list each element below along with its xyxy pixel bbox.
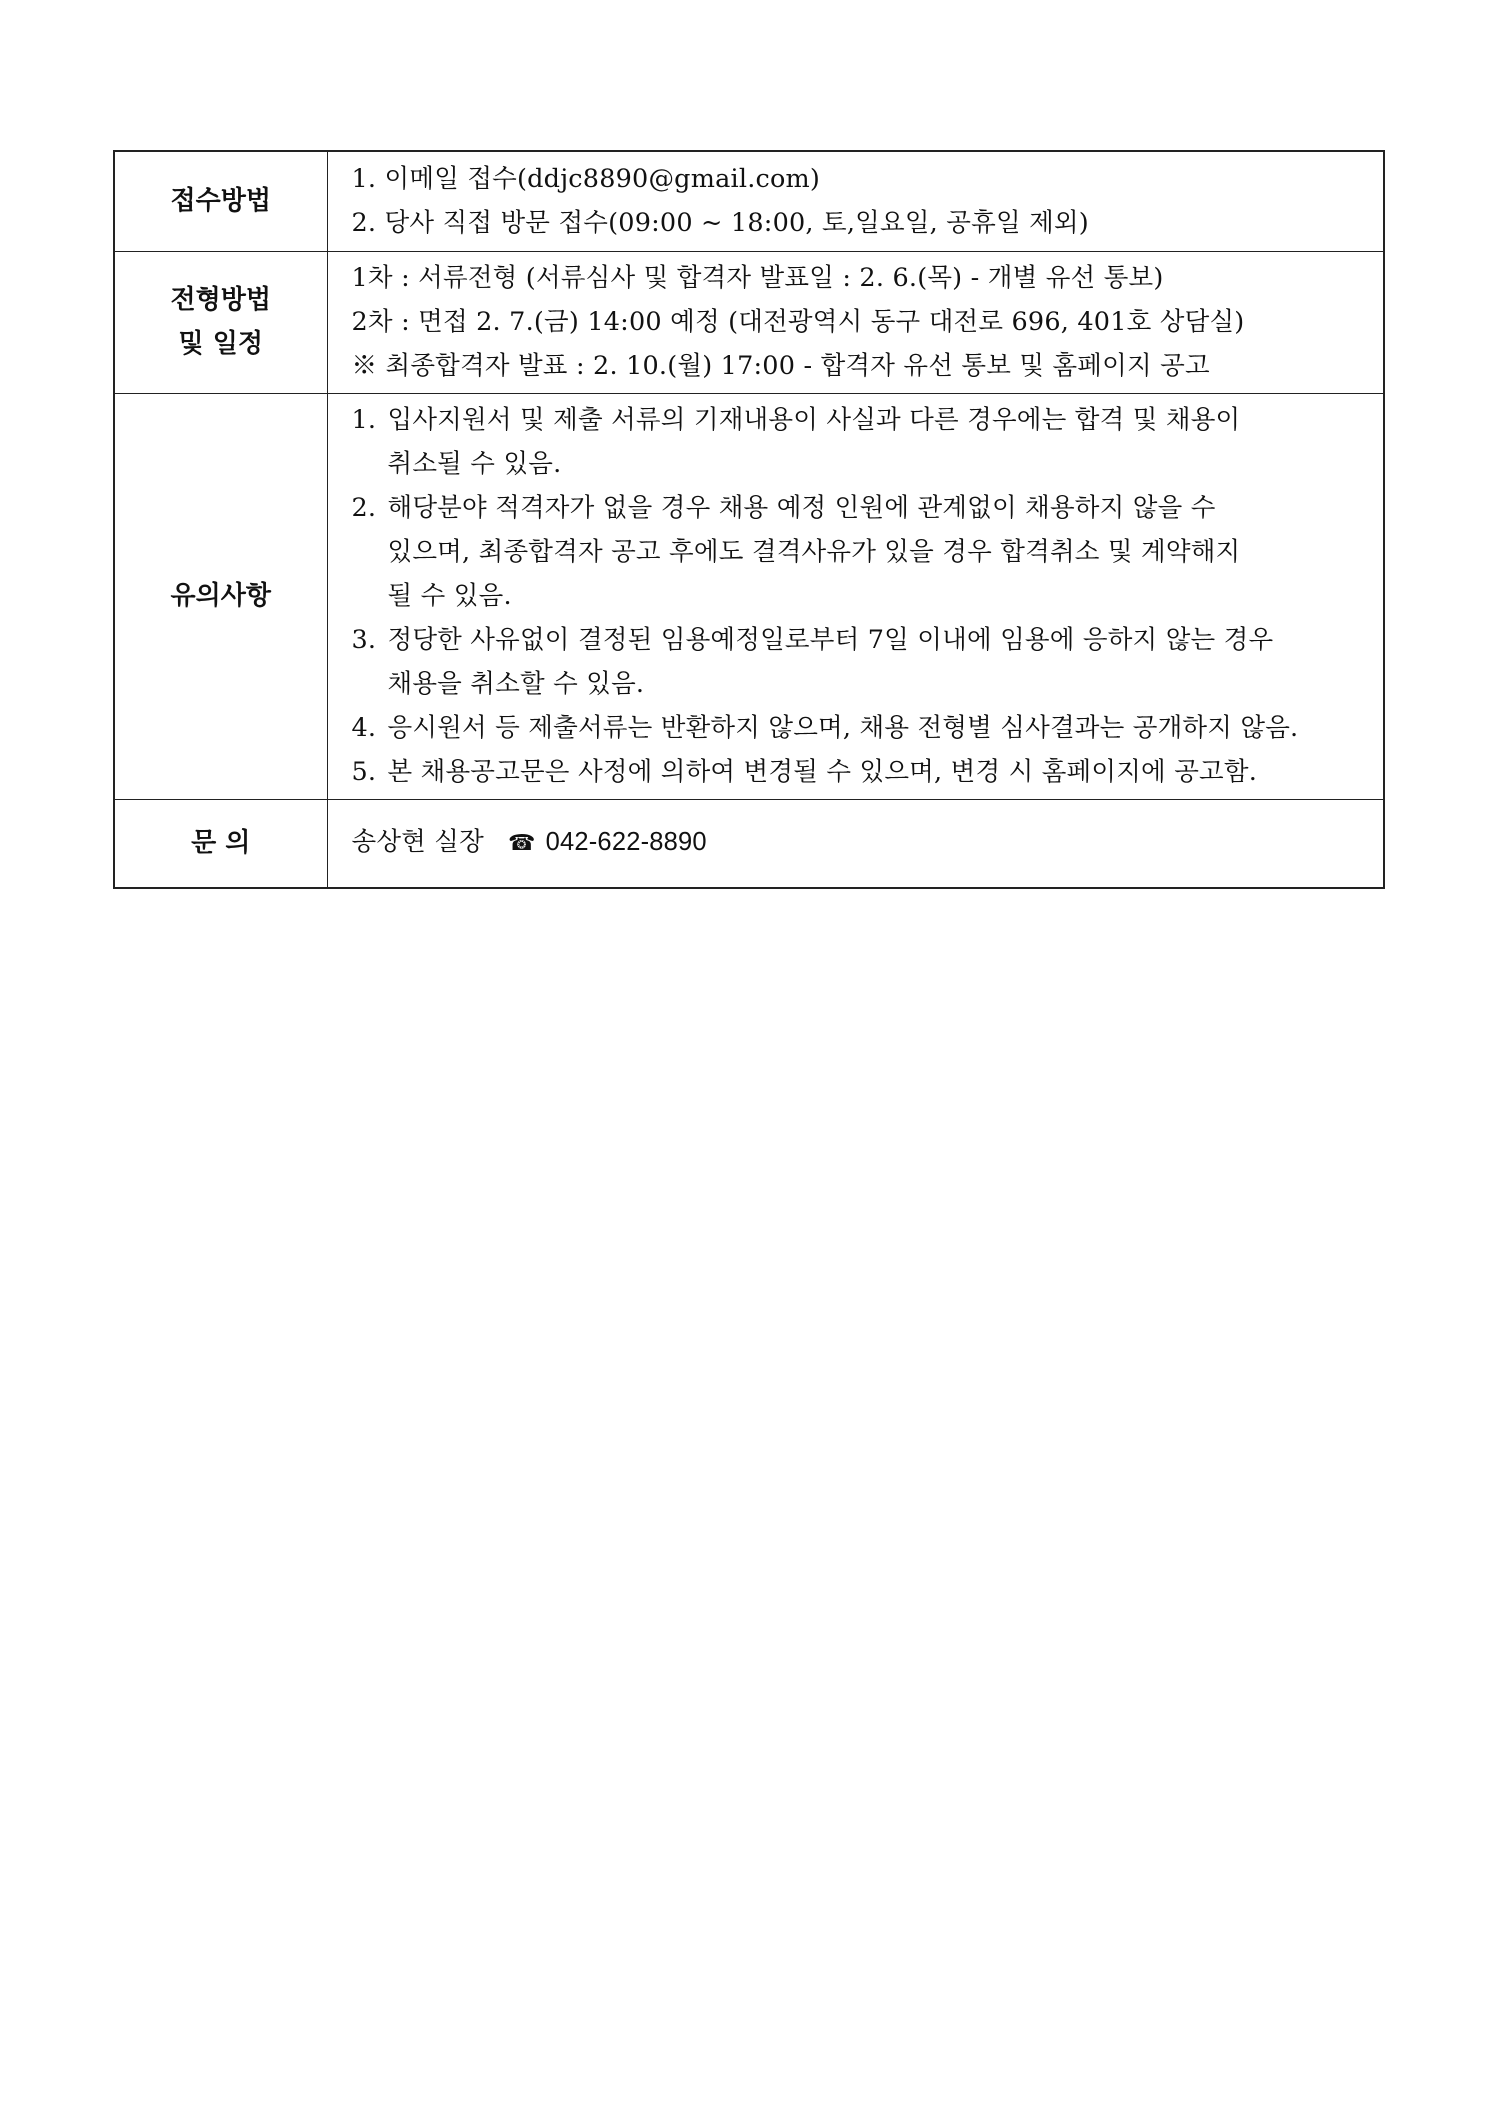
selection-schedule-content bbox=[327, 251, 1384, 393]
note-number: 1. bbox=[351, 405, 377, 435]
note-line: 입사지원서 및 제출 서류의 기재내용이 사실과 다른 경우에는 합격 및 채용이 bbox=[387, 405, 1241, 435]
notes-header: 유의사항 bbox=[114, 393, 327, 799]
notes-row bbox=[114, 393, 1384, 799]
application-method-row bbox=[114, 151, 1384, 251]
note-line: 될 수 있음. bbox=[387, 581, 512, 611]
selection-schedule-row bbox=[114, 251, 1384, 393]
note-item bbox=[352, 398, 1368, 486]
note-text bbox=[388, 750, 1368, 794]
note-line: 채용을 취소할 수 있음. bbox=[387, 669, 645, 699]
note-number: 4. bbox=[351, 713, 377, 743]
recruitment-info-table bbox=[113, 150, 1385, 889]
note-line: 정당한 사유없이 결정된 임용예정일로부터 7일 이내에 임용에 응하지 않는 경우 bbox=[387, 625, 1274, 655]
note-line: 해당분야 적격자가 없을 경우 채용 예정 인원에 관계없이 채용하지 않을 수 bbox=[387, 493, 1216, 523]
note-line: 있으며, 최종합격자 공고 후에도 결격사유가 있을 경우 합격취소 및 계약해지 bbox=[387, 537, 1241, 567]
selection-schedule-header bbox=[114, 251, 327, 393]
note-line: 본 채용공고문은 사정에 의하여 변경될 수 있으며, 변경 시 홈페이지에 공고함. bbox=[387, 757, 1257, 787]
note-number: 3. bbox=[351, 625, 377, 655]
note-item bbox=[352, 486, 1368, 618]
contact-content bbox=[327, 799, 1384, 888]
schedule-line: 2차 : 면접 2. 7.(금) 14:00 예정 (대전광역시 동구 대전로 696, 401호 상담실) bbox=[351, 307, 1245, 337]
note-item bbox=[352, 618, 1368, 706]
application-method-line: 1. 이메일 접수(ddjc8890@gmail.com) bbox=[351, 164, 821, 195]
selection-schedule-header-line: 및 일정 bbox=[178, 329, 263, 359]
application-method-line: 2. 당사 직접 방문 접수(09:00 ~ 18:00, 토,일요일, 공휴일 제외) bbox=[351, 208, 1089, 239]
selection-schedule-header-line: 전형방법 bbox=[170, 285, 271, 315]
note-text bbox=[388, 486, 1368, 618]
note-text bbox=[388, 706, 1368, 750]
contact-header: 문 의 bbox=[114, 799, 327, 888]
contact-name: 송상현 실장 bbox=[351, 827, 484, 858]
schedule-line: ※ 최종합격자 발표 : 2. 10.(월) 17:00 - 합격자 유선 통보 및 홈페이지 공고 bbox=[351, 351, 1210, 381]
contact-row bbox=[114, 799, 1384, 888]
note-line: 취소될 수 있음. bbox=[387, 449, 562, 479]
note-number: 5. bbox=[351, 757, 377, 787]
application-method-content bbox=[327, 151, 1384, 251]
note-item bbox=[352, 706, 1368, 750]
schedule-line: 1차 : 서류전형 (서류심사 및 합격자 발표일 : 2. 6.(목) - 개별 유선 통보) bbox=[351, 263, 1164, 293]
note-number: 2. bbox=[351, 493, 377, 523]
notes-content bbox=[327, 393, 1384, 799]
telephone-icon: ☎ bbox=[507, 831, 536, 857]
note-line: 응시원서 등 제출서류는 반환하지 않으며, 채용 전형별 심사결과는 공개하지 않음. bbox=[387, 713, 1299, 743]
note-item bbox=[352, 750, 1368, 794]
note-text bbox=[388, 398, 1368, 486]
contact-phone: 042-622-8890 bbox=[545, 828, 707, 857]
application-method-header: 접수방법 bbox=[114, 151, 327, 251]
note-text bbox=[388, 618, 1368, 706]
